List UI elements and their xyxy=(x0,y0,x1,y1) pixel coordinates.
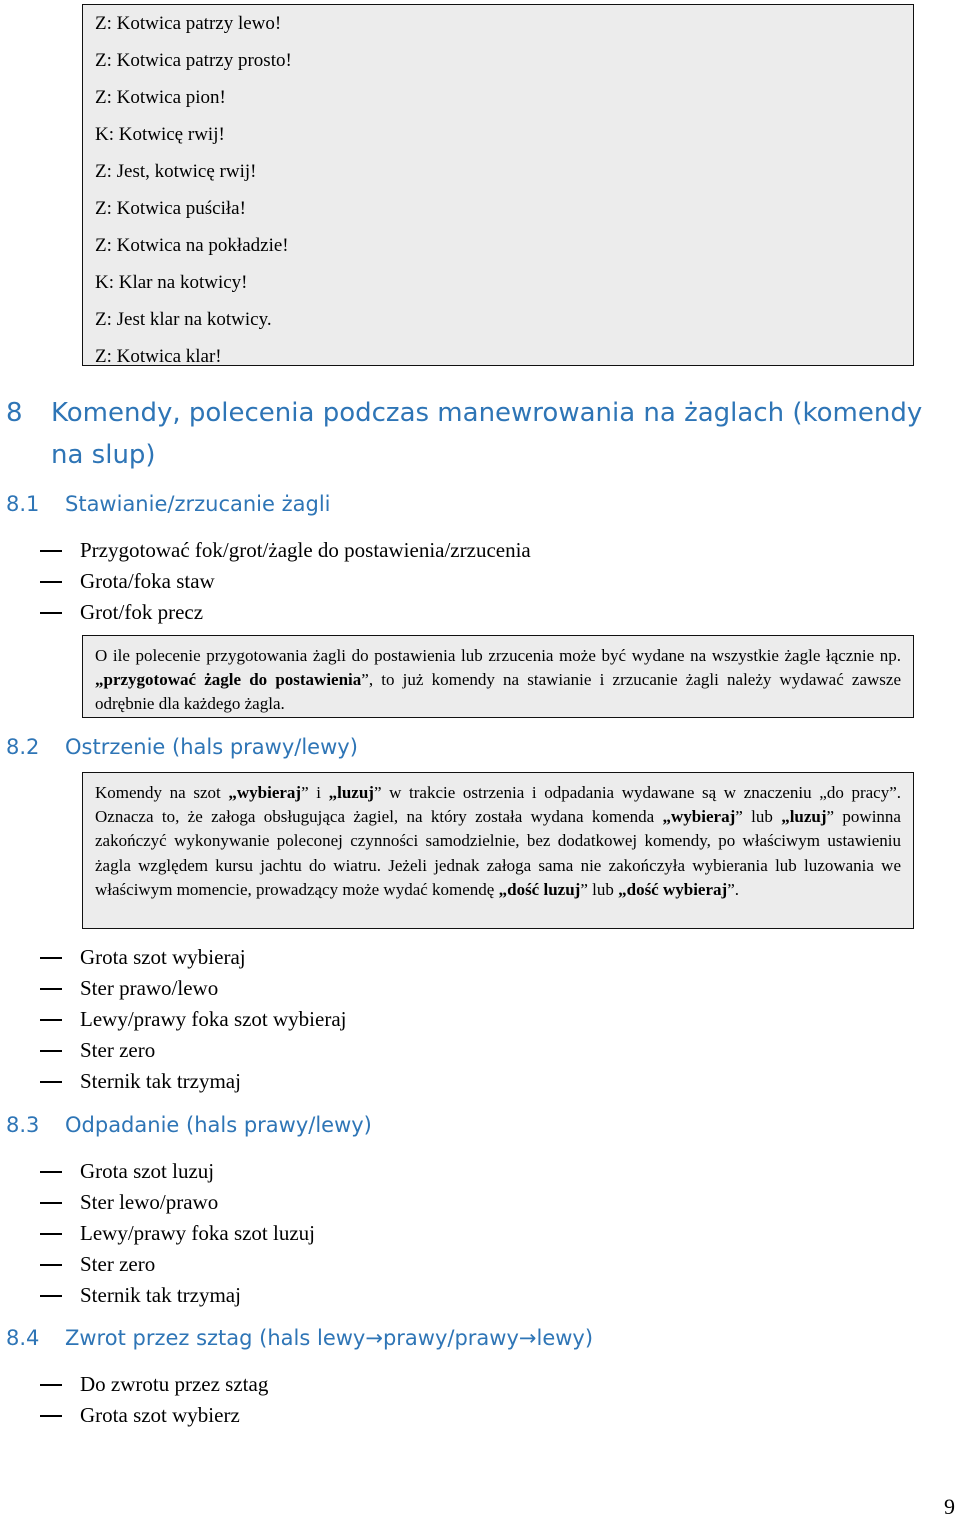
page-number: 9 xyxy=(944,1494,955,1519)
list-item-text: Lewy/prawy foka szot luzuj xyxy=(80,1221,316,1245)
section-8-4-title: Zwrot przez sztag (hals lewy→prawy/prawy→lewy) xyxy=(65,1326,594,1350)
section-8-2-list xyxy=(40,944,347,1099)
command-line: Z: Jest, kotwicę rwij! xyxy=(95,161,257,182)
section-8-number: 8 xyxy=(6,398,23,428)
list-item-text: Grota szot luzuj xyxy=(80,1159,215,1183)
note-text: ” i xyxy=(301,783,329,802)
section-8-1-list xyxy=(40,537,531,630)
list-item xyxy=(40,1371,268,1402)
anchor-commands-box xyxy=(82,4,914,366)
section-8-heading xyxy=(6,392,951,476)
list-item xyxy=(40,1282,315,1313)
dash-bullet xyxy=(40,1384,62,1386)
note-text: ” powinna zakończyć wykonywanie poleconej czynności samodzielnie, bez dodatkowej komendy, po właściwym ustawieniu żagla względem kursu jachtu do wiatru. Jeżeli jednak załoga sama nie zakończyła wybierania lub luzowania we właściwym momencie, prowadzący może wydać komendę xyxy=(95,807,901,899)
command-line: Z: Kotwica pion! xyxy=(95,87,226,108)
list-item xyxy=(40,1158,315,1189)
list-item xyxy=(40,1402,268,1433)
list-item xyxy=(40,1251,315,1282)
command-line: Z: Kotwica patrzy prosto! xyxy=(95,50,292,71)
list-item-text: Do zwrotu przez sztag xyxy=(80,1372,269,1396)
command-line: Z: Kotwica puściła! xyxy=(95,198,246,219)
command-line: K: Kotwicę rwij! xyxy=(95,124,225,145)
list-item xyxy=(40,537,531,568)
section-8-3-list xyxy=(40,1158,315,1313)
dash-bullet xyxy=(40,1081,62,1083)
section-8-4-number: 8.4 xyxy=(6,1326,40,1350)
dash-bullet xyxy=(40,550,62,552)
dash-bullet xyxy=(40,1202,62,1204)
list-item xyxy=(40,1220,315,1251)
section-8-3-heading xyxy=(6,1112,372,1138)
note-bold-text: „dość wybieraj xyxy=(618,879,728,899)
section-8-2-title: Ostrzenie (hals prawy/lewy) xyxy=(65,735,358,759)
dash-bullet xyxy=(40,1295,62,1297)
dash-bullet xyxy=(40,988,62,990)
dash-bullet xyxy=(40,1415,62,1417)
list-item-text: Grota szot wybierz xyxy=(80,1403,240,1427)
note-bold-text: „wybieraj xyxy=(228,783,302,802)
section-8-2-note-box xyxy=(82,772,914,929)
list-item xyxy=(40,975,347,1006)
note-bold-text: „wybieraj xyxy=(662,807,736,827)
dash-bullet xyxy=(40,1019,62,1021)
note-text: Komendy na szot xyxy=(95,783,229,802)
list-item-text: Lewy/prawy foka szot wybieraj xyxy=(80,1007,347,1031)
dash-bullet xyxy=(40,957,62,959)
command-line: K: Klar na kotwicy! xyxy=(95,272,248,293)
list-item-text: Ster zero xyxy=(80,1252,156,1276)
list-item-text: Grot/fok precz xyxy=(80,600,204,624)
list-item-text: Przygotować fok/grot/żagle do postawienia/zrzucenia xyxy=(80,538,531,562)
list-item-text: Grota szot wybieraj xyxy=(80,945,246,969)
list-item-text: Ster lewo/prawo xyxy=(80,1190,219,1214)
dash-bullet xyxy=(40,612,62,614)
list-item-text: Ster prawo/lewo xyxy=(80,976,219,1000)
list-item xyxy=(40,1006,347,1037)
list-item xyxy=(40,599,531,630)
command-line: Z: Kotwica na pokładzie! xyxy=(95,235,289,256)
list-item-text: Sternik tak trzymaj xyxy=(80,1069,241,1093)
section-8-1-heading xyxy=(6,491,330,517)
note-text: O ile polecenie przygotowania żagli do postawienia lub zrzucenia może być wydane na wszystkie żagle łącznie np. xyxy=(95,646,901,665)
section-8-2-number: 8.2 xyxy=(6,735,40,759)
section-8-1-note xyxy=(95,644,901,717)
note-text: ” w trakcie ostrzenia i odpadania wydawane są w znaczeniu „do pracy”. Oznacza to, że załoga obsługująca żagiel, na który została wydana komenda xyxy=(95,783,901,827)
note-bold-text: „dość luzuj xyxy=(498,879,581,899)
section-8-1-note-box xyxy=(82,635,914,718)
section-8-3-number: 8.3 xyxy=(6,1113,40,1137)
note-bold-text: „luzuj xyxy=(781,807,827,827)
list-item xyxy=(40,944,347,975)
section-8-title: Komendy, polecenia podczas manewrowania na żaglach (komendy na slup) xyxy=(51,398,923,470)
dash-bullet xyxy=(40,581,62,583)
command-line: Z: Kotwica klar! xyxy=(95,346,222,367)
dash-bullet xyxy=(40,1264,62,1266)
list-item-text: Ster zero xyxy=(80,1038,156,1062)
section-8-4-list xyxy=(40,1371,268,1433)
list-item xyxy=(40,1068,347,1099)
note-text: ”. xyxy=(727,879,739,899)
list-item-text: Sternik tak trzymaj xyxy=(80,1283,241,1307)
section-8-2-note xyxy=(95,781,901,902)
section-8-1-number: 8.1 xyxy=(6,492,40,516)
note-bold-text: „przygotować żagle do postawienia xyxy=(95,670,362,690)
section-8-4-heading xyxy=(6,1325,593,1351)
command-line: Z: Kotwica patrzy lewo! xyxy=(95,13,282,34)
command-line: Z: Jest klar na kotwicy. xyxy=(95,309,272,330)
section-8-3-title: Odpadanie (hals prawy/lewy) xyxy=(65,1113,372,1137)
note-text: ” lub xyxy=(580,879,619,899)
note-bold-text: „luzuj xyxy=(328,783,374,802)
dash-bullet xyxy=(40,1171,62,1173)
list-item-text: Grota/foka staw xyxy=(80,569,215,593)
dash-bullet xyxy=(40,1233,62,1235)
section-8-1-title: Stawianie/zrzucanie żagli xyxy=(65,492,331,516)
section-8-2-heading xyxy=(6,734,358,760)
list-item xyxy=(40,1189,315,1220)
list-item xyxy=(40,1037,347,1068)
list-item xyxy=(40,568,531,599)
note-text: ”, to już komendy na stawianie i zrzucanie żagli należy wydawać zawsze odrębnie dla każdego żagla. xyxy=(95,670,901,714)
note-text: ” lub xyxy=(735,807,782,827)
dash-bullet xyxy=(40,1050,62,1052)
